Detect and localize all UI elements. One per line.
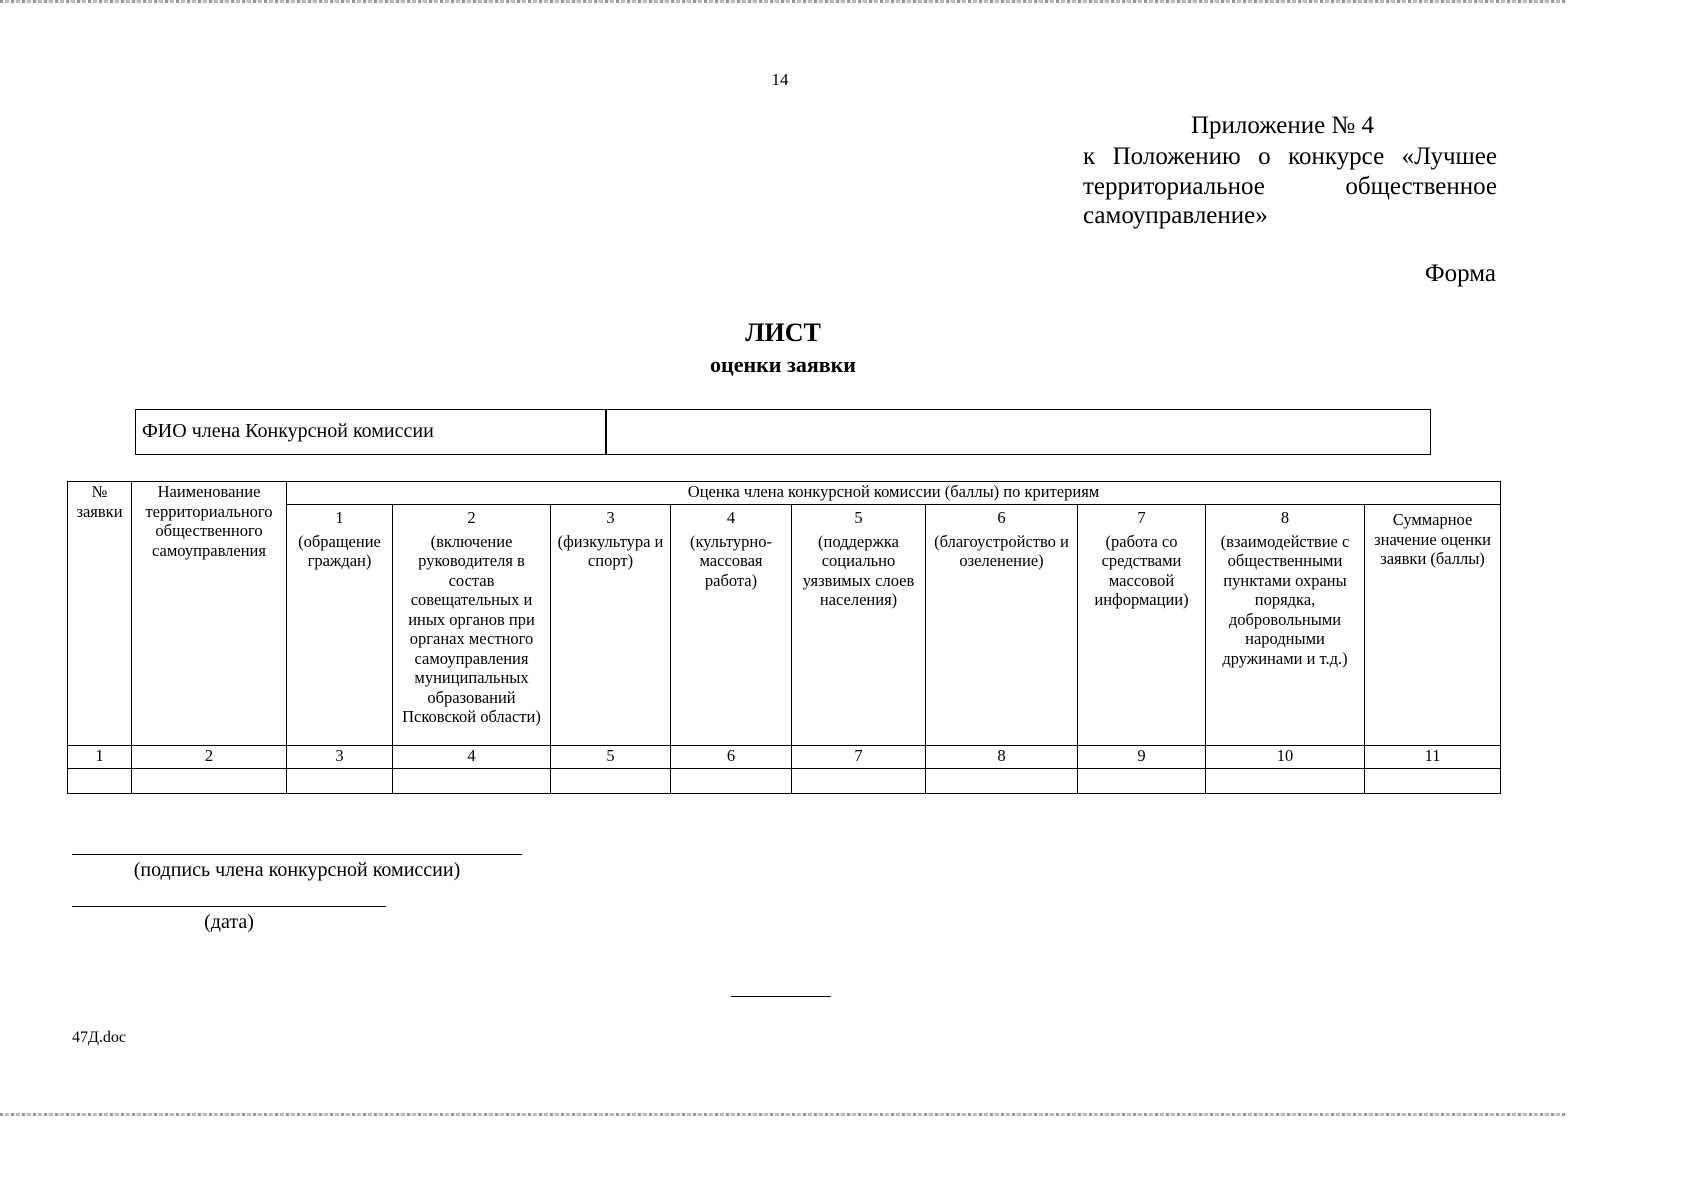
member-name-value[interactable] [612, 420, 1424, 444]
document-title: ЛИСТ [745, 318, 821, 347]
criterion-text: (культурно-массовая работа) [689, 531, 772, 590]
member-name-label: ФИО члена Конкурсной комиссии [142, 420, 434, 442]
col-header-number: № заявки [68, 482, 132, 746]
criterion-header-2 [393, 505, 551, 746]
signature-caption: (подпись члена конкурсной комиссии) [133, 859, 461, 881]
criterion-header-1 [287, 505, 393, 746]
criteria-group-header: Оценка члена конкурсной комиссии (баллы) по критериям [287, 482, 1501, 505]
criterion-number: 7 [1137, 508, 1146, 527]
criterion-text: (включение руководителя в состав совещательных и иных органов при органах местного самоуправления муниципальных образований Псковской области) [402, 531, 541, 726]
criterion-text: (благоустройство и озеленение) [934, 531, 1069, 570]
col-header-total-score [1365, 505, 1501, 746]
criterion-header-4 [671, 505, 792, 746]
file-name: 47Д.doc [72, 1029, 127, 1046]
scan-edge-bottom [0, 1113, 1567, 1116]
data-cell[interactable] [1078, 769, 1206, 794]
column-number-row [68, 746, 1501, 769]
criterion-header-5 [792, 505, 926, 746]
field-divider [605, 410, 607, 454]
criterion-header-7 [1078, 505, 1206, 746]
criterion-number: 2 [467, 508, 476, 527]
criterion-text: (взаимодействие с общественными пунктами охраны порядка, добровольными народными дружинами и т.д.) [1220, 531, 1350, 668]
form-label: Форма [1424, 260, 1496, 287]
evaluation-table [67, 481, 1501, 794]
column-number-cell: 3 [287, 746, 393, 769]
data-cell[interactable] [393, 769, 551, 794]
scan-edge-top [0, 0, 1567, 3]
column-number-cell: 7 [792, 746, 926, 769]
column-number-cell: 6 [671, 746, 792, 769]
data-cell[interactable] [671, 769, 792, 794]
criterion-header-6 [926, 505, 1078, 746]
criterion-number: 8 [1280, 508, 1290, 527]
date-line[interactable] [72, 906, 386, 907]
data-cell[interactable] [551, 769, 671, 794]
criterion-header-3 [551, 505, 671, 746]
data-cell[interactable] [792, 769, 926, 794]
member-name-field [135, 409, 1431, 455]
data-cell[interactable] [1206, 769, 1365, 794]
criterion-header-8 [1206, 505, 1365, 746]
document-subtitle: оценки заявки [710, 352, 856, 377]
column-number-cell: 4 [393, 746, 551, 769]
criterion-number: 3 [606, 508, 615, 527]
appendix-text: к Положению о конкурсе «Лучшее территориальное общественное самоуправление» [1083, 143, 1497, 229]
data-cell[interactable] [132, 769, 287, 794]
table-row [68, 769, 1501, 794]
criterion-text: (поддержка социально уязвимых слоев населения) [802, 531, 915, 609]
signature-line[interactable] [72, 854, 522, 855]
criterion-number: 5 [854, 508, 863, 527]
column-number-cell: 11 [1365, 746, 1501, 769]
total-score-label: Суммарное значение оценки заявки (баллы) [1374, 510, 1491, 568]
date-caption: (дата) [204, 911, 254, 933]
page-number: 14 [771, 70, 789, 89]
col-header-tos-name: Наименование территориального общественного самоуправления [132, 482, 287, 746]
criterion-number: 4 [726, 508, 736, 527]
end-divider [731, 996, 831, 997]
criterion-number: 1 [335, 508, 344, 527]
data-cell[interactable] [287, 769, 393, 794]
criterion-number: 6 [997, 508, 1006, 527]
column-number-cell: 2 [132, 746, 287, 769]
column-number-cell: 1 [68, 746, 132, 769]
appendix-title: Приложение № 4 [1191, 112, 1375, 139]
criterion-text: (работа со средствами массовой информации) [1094, 531, 1189, 609]
column-number-cell: 8 [926, 746, 1078, 769]
data-cell[interactable] [1365, 769, 1501, 794]
data-cell[interactable] [68, 769, 132, 794]
data-cell[interactable] [926, 769, 1078, 794]
column-number-cell: 9 [1078, 746, 1206, 769]
criterion-text: (обращение граждан) [298, 531, 381, 570]
column-number-cell: 5 [551, 746, 671, 769]
criterion-text: (физкультура и спорт) [557, 531, 664, 570]
column-number-cell: 10 [1206, 746, 1365, 769]
